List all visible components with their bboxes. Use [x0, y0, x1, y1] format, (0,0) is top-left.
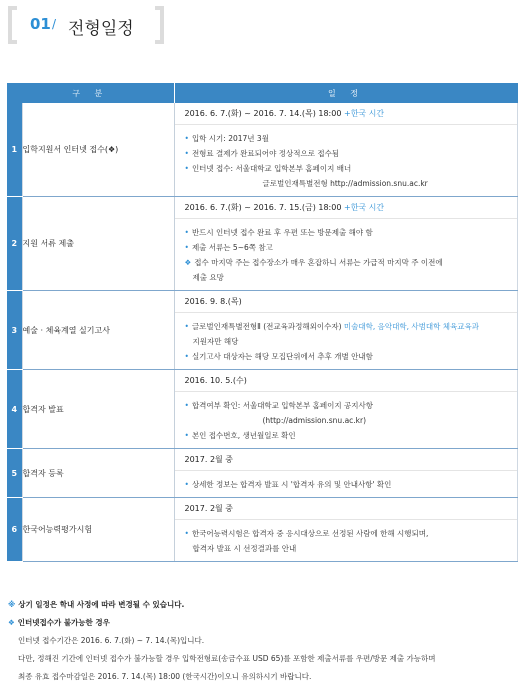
- detail-item: • 전형료 결제가 완료되어야 정상적으로 접수됨: [184, 149, 340, 158]
- row-number: 3: [7, 291, 22, 370]
- schedule-date: 2017. 2월 중: [175, 449, 518, 471]
- detail-item: • 실기고사 대상자는 해당 모집단위에서 추후 개별 안내함: [184, 352, 373, 361]
- table-row: [7, 370, 518, 449]
- right-bracket-decoration: [155, 6, 164, 44]
- schedule-date: 2016. 9. 8.(목): [175, 291, 518, 313]
- row-schedule: [174, 498, 518, 562]
- row-category: 합격자 등록: [22, 449, 174, 498]
- header-category: 구 분: [7, 83, 174, 103]
- detail-item: 합격자 발표 시 선정결과를 안내: [192, 544, 297, 553]
- schedule-details: [175, 520, 518, 561]
- schedule-details: [175, 125, 518, 196]
- detail-item: (http://admission.snu.ac.kr): [262, 416, 367, 425]
- detail-item: • 인터넷 접수: 서울대학교 입학본부 홈페이지 배너: [184, 164, 352, 173]
- schedule-date: 2017. 2월 중: [175, 498, 518, 520]
- footer-line-mail: 다만, 정해진 기간에 인터넷 접수가 불가능할 경우 입학전형료(송금수표 USD 65)를 포함한 제출서류를 우편/방문 제출 가능하며: [18, 654, 436, 663]
- table-row: [7, 197, 518, 291]
- diamond-icon: ❖: [184, 258, 192, 267]
- schedule-rows: [7, 103, 518, 562]
- table-row: [7, 103, 518, 197]
- row-schedule: [174, 197, 518, 291]
- diamond-icon: ❖: [8, 618, 15, 627]
- detail-item: 글로벌인재특별전형 http://admission.snu.ac.kr: [262, 179, 428, 188]
- footer-notes: [8, 596, 524, 686]
- timezone-note: +한국 시간: [343, 203, 385, 212]
- bullet-icon: •: [184, 164, 189, 173]
- bullet-icon: •: [184, 480, 189, 489]
- reference-mark-icon: ※: [8, 600, 16, 609]
- detail-item: • 제출 서류는 5~6쪽 참고: [184, 243, 273, 252]
- schedule-date: 2016. 10. 5.(수): [175, 370, 518, 392]
- schedule-details: [175, 219, 518, 290]
- row-schedule: [174, 291, 518, 370]
- row-number: 5: [7, 449, 22, 498]
- table-header-row: [7, 83, 518, 103]
- bullet-icon: •: [184, 431, 189, 440]
- detail-item: 제출 요망: [192, 273, 224, 282]
- bullet-icon: •: [184, 243, 189, 252]
- schedule-details: [175, 471, 518, 497]
- row-number: 2: [7, 197, 22, 291]
- bullet-icon: •: [184, 352, 189, 361]
- bullet-icon: •: [184, 228, 189, 237]
- section-title: 전형일정: [68, 19, 134, 39]
- detail-item: • 반드시 인터넷 접수 완료 후 우편 또는 방문제출 해야 함: [184, 228, 373, 237]
- bullet-icon: •: [184, 134, 189, 143]
- detail-item: • 입학 시기: 2017년 3월: [184, 134, 269, 143]
- table-row: [7, 291, 518, 370]
- footer-line-period: 인터넷 접수기간은 2016. 6. 7.(화) ~ 7. 14.(목)입니다.: [18, 636, 205, 645]
- row-category: 예술 · 체육계열 실기고사: [22, 291, 174, 370]
- table-row: [7, 449, 518, 498]
- row-schedule: [174, 449, 518, 498]
- header-schedule: 일 정: [174, 83, 518, 103]
- timezone-note: +한국 시간: [343, 109, 385, 118]
- footer-line-deadline: 최종 유효 접수마감일은 2016. 7. 14.(목) 18:00 (한국시간)이오니 유의하시기 바랍니다.: [18, 672, 312, 681]
- detail-item: • 상세한 정보는 합격자 발표 시 '합격자 유의 및 안내사항' 확인: [184, 480, 392, 489]
- row-category: 지원 서류 제출: [22, 197, 174, 291]
- detail-item: • 한국어능력시험은 합격자 중 응시대상으로 선정된 사람에 한해 시행되며,: [184, 529, 429, 538]
- bullet-icon: •: [184, 322, 189, 331]
- detail-item: 지원자만 해당: [192, 337, 239, 346]
- schedule-date: 2016. 6. 7.(화) ~ 2016. 7. 15.(금) 18:00 +한국 시간: [175, 197, 518, 219]
- highlight-text: 미술대학, 음악대학, 사범대학 체육교육과: [343, 322, 479, 331]
- bullet-icon: •: [184, 401, 189, 410]
- detail-item: • 합격여부 확인: 서울대학교 입학본부 홈페이지 공지사항: [184, 401, 374, 410]
- row-category: 입학지원서 인터넷 접수(❖): [22, 103, 174, 197]
- footer-note-offline: ❖ 인터넷접수가 불가능한 경우: [8, 618, 110, 627]
- section-slash: /: [52, 17, 57, 31]
- table-row: [7, 498, 518, 562]
- row-category: 합격자 발표: [22, 370, 174, 449]
- footer-note-change: ※ 상기 일정은 학내 사정에 따라 변경될 수 있습니다.: [8, 600, 185, 609]
- detail-item: • 글로벌인재특별전형Ⅱ (전교육과정해외이수자) 미술대학, 음악대학, 사범대학 체육교육과: [184, 322, 479, 331]
- detail-item: • 본인 접수번호, 생년월일로 확인: [184, 431, 296, 440]
- bullet-icon: •: [184, 149, 189, 158]
- row-number: 6: [7, 498, 22, 562]
- detail-item: ❖ 접수 마지막 주는 접수장소가 매우 혼잡하니 서류는 가급적 마지막 주 이전에: [184, 258, 443, 267]
- row-category: 한국어능력평가시험: [22, 498, 174, 562]
- schedule-details: [175, 313, 518, 369]
- section-number: 01: [30, 15, 51, 33]
- row-number: 1: [7, 103, 22, 197]
- bullet-icon: •: [184, 529, 189, 538]
- schedule-date: 2016. 6. 7.(화) ~ 2016. 7. 14.(목) 18:00 +한국 시간: [175, 103, 518, 125]
- schedule-table: [7, 83, 518, 562]
- row-schedule: [174, 370, 518, 449]
- row-number: 4: [7, 370, 22, 449]
- section-header: [8, 6, 164, 44]
- left-bracket-decoration: [8, 6, 17, 44]
- schedule-details: [175, 392, 518, 448]
- row-schedule: [174, 103, 518, 197]
